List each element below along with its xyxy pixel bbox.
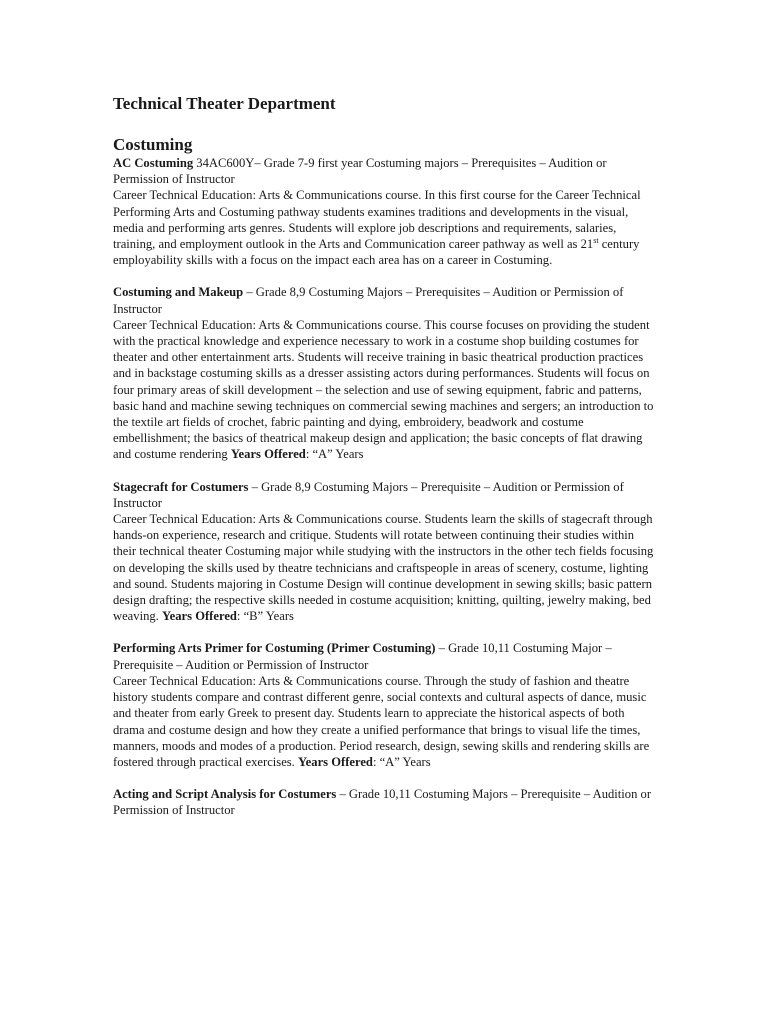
course-description-text: Career Technical Education: Arts & Communications course. This course focuses on providing the student with the practical knowledge and experience necessary to work in a costume shop building costumes for theater and other entertainment arts. Students will receive training in basic theatrical production practices and in backstage costuming skills as a dresser assisting actors during performances. Students will focus on four primary areas of skill development – the selection and use of sewing equipment, fabric and patterns, basic hand and machine sewing techniques on commercial sewing machines and sergers; an introduction to the textile art fields of crochet, fabric painting and dying, embroidery, beadwork and costume embellishment; the basics of theatrical makeup design and application; the basic concepts of flat drawing and costume rendering bbox=[113, 317, 654, 462]
section-title: Costuming bbox=[113, 135, 193, 154]
course-description bbox=[113, 187, 658, 268]
document-body bbox=[113, 94, 658, 819]
course-costuming-and-makeup bbox=[113, 284, 658, 462]
course-name: Stagecraft for Costumers bbox=[113, 479, 249, 494]
years-offered-label: Years Offered bbox=[230, 447, 306, 462]
course-header-text: 34AC600Y– Grade 7-9 first year Costuming majors – Prerequisites – Audition or Permission of Instructor bbox=[113, 156, 607, 187]
course-acting-and-script-analysis bbox=[113, 786, 658, 818]
course-description bbox=[113, 317, 658, 463]
years-offered-label: Years Offered bbox=[161, 609, 237, 624]
years-offered-label: Years Offered bbox=[297, 754, 373, 769]
course-header-text: – Grade 8,9 Costuming Majors – Prerequisites – Audition or Permission of Instructor bbox=[113, 285, 624, 316]
course-header bbox=[113, 786, 658, 818]
course-description-text: Career Technical Education: Arts & Communications course. In this first course for the Career Technical Performing Arts and Costuming pathway students examines traditions and developments in the visual, media and performing arts genres. Students will explore job descriptions and requirements, salaries, training, and employment outlook in the Arts and Communication career pathway as well as 21 bbox=[113, 188, 641, 252]
years-offered-value: : “B” Years bbox=[236, 609, 294, 624]
course-name: Acting and Script Analysis for Costumers bbox=[113, 787, 337, 802]
course-description bbox=[113, 673, 658, 770]
course-header bbox=[113, 155, 658, 187]
course-header bbox=[113, 284, 658, 316]
course-header-text: – Grade 8,9 Costuming Majors – Prerequisite – Audition or Permission of Instructor bbox=[113, 479, 624, 510]
course-header bbox=[113, 640, 658, 672]
course-stagecraft-for-costumers bbox=[113, 479, 658, 625]
course-header-text: – Grade 10,11 Costuming Majors – Prerequisite – Audition or Permission of Instructor bbox=[113, 787, 652, 818]
course-performing-arts-primer bbox=[113, 640, 658, 770]
course-description bbox=[113, 511, 658, 624]
years-offered-value: : “A” Years bbox=[372, 754, 431, 769]
superscript: st bbox=[593, 235, 599, 245]
course-ac-costuming bbox=[113, 155, 658, 268]
course-description-text: Career Technical Education: Arts & Communications course. Students learn the skills of stagecraft through hands-on experience, research and critique. Students will rotate between continuing their studies within their technical theater Costuming major while studying with the instructors in the other tech fields focusing on developing the skills used by theatre technicians and craftspeople in areas of scenery, costume, lighting and sound. Students majoring in Costume Design will continue development in sewing skills; basic pattern design drafting; the respective skills needed in costume acquisition; knitting, quilting, jewelry making, bed weaving. bbox=[113, 512, 654, 624]
years-offered-value: : “A” Years bbox=[305, 447, 364, 462]
course-description-text: century employability skills with a focus on the impact each area has on a career in Costuming. bbox=[113, 237, 640, 268]
course-header-text: – Grade 10,11 Costuming Major – Prerequisite – Audition or Permission of Instructor bbox=[113, 641, 612, 672]
course-name: Costuming and Makeup bbox=[113, 285, 244, 300]
course-name: AC Costuming bbox=[113, 156, 194, 170]
course-header bbox=[113, 479, 658, 511]
course-description-text: Career Technical Education: Arts & Communications course. Through the study of fashion and theatre history students compare and contrast different genre, social contexts and cultural aspects of dance, music and theater from early Greek to present day. Students learn to appreciate the historical aspects of both drama and costume design and how they create a unified performance that brings to visual life the times, manners, moods and modes of a production. Period research, design, sewing skills and rendering skills are fostered through practical exercises. bbox=[113, 673, 650, 769]
department-title: Technical Theater Department bbox=[113, 94, 336, 113]
course-name: Performing Arts Primer for Costuming (Primer Costuming) bbox=[113, 641, 436, 656]
